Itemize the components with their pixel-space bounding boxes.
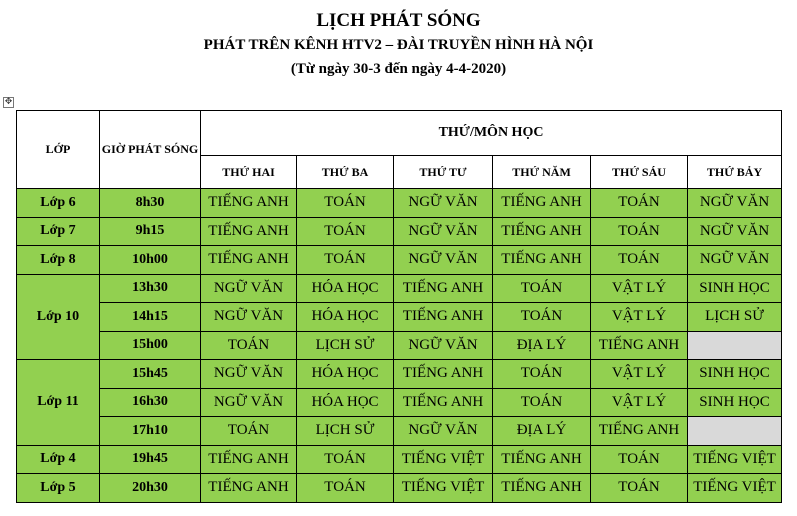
subject-cell: TIẾNG ANH: [591, 331, 688, 360]
subject-cell: NGỮ VĂN: [688, 246, 782, 275]
subject-cell: TIẾNG VIỆT: [394, 474, 493, 503]
subject-cell: TIẾNG ANH: [394, 303, 493, 332]
subject-cell: TIẾNG VIỆT: [688, 474, 782, 503]
subject-cell: NGỮ VĂN: [688, 189, 782, 218]
empty-cell: [688, 331, 782, 360]
subject-cell: TIẾNG VIỆT: [688, 445, 782, 474]
subject-cell: TOÁN: [493, 274, 591, 303]
table-row: [17, 417, 782, 446]
subject-cell: TIẾNG ANH: [493, 445, 591, 474]
subject-cell: TIẾNG ANH: [591, 417, 688, 446]
subject-cell: VẬT LÝ: [591, 303, 688, 332]
subject-cell: TIẾNG ANH: [493, 246, 591, 275]
header-class: LỚP: [17, 111, 100, 189]
table-row: [17, 246, 782, 275]
class-cell: Lớp 8: [17, 246, 100, 275]
schedule-body: [17, 189, 782, 503]
header-time: GIỜ PHÁT SÓNG: [100, 111, 201, 189]
table-row: [17, 331, 782, 360]
table-row: [17, 274, 782, 303]
subject-cell: TOÁN: [201, 417, 297, 446]
subject-cell: TOÁN: [591, 246, 688, 275]
date-range: (Từ ngày 30-3 đến ngày 4-4-2020): [290, 61, 507, 77]
subject-cell: TOÁN: [493, 303, 591, 332]
class-cell: Lớp 4: [17, 445, 100, 474]
class-cell: Lớp 5: [17, 474, 100, 503]
subject-cell: ĐỊA LÝ: [493, 331, 591, 360]
table-row: [17, 474, 782, 503]
subject-cell: TIẾNG ANH: [493, 217, 591, 246]
subject-cell: SINH HỌC: [688, 360, 782, 389]
subject-cell: TOÁN: [591, 445, 688, 474]
subject-cell: NGỮ VĂN: [394, 189, 493, 218]
subject-cell: TOÁN: [591, 474, 688, 503]
subject-cell: SINH HỌC: [688, 274, 782, 303]
subject-cell: LỊCH SỬ: [688, 303, 782, 332]
subject-cell: TIẾNG ANH: [394, 388, 493, 417]
subject-cell: TIẾNG ANH: [394, 274, 493, 303]
subject-cell: HÓA HỌC: [297, 303, 394, 332]
page-subtitle: PHÁT TRÊN KÊNH HTV2 – ĐÀI TRUYỀN HÌNH HÀ NỘI: [203, 37, 594, 53]
subject-cell: HÓA HỌC: [297, 388, 394, 417]
subject-cell: VẬT LÝ: [591, 388, 688, 417]
class-cell: Lớp 7: [17, 217, 100, 246]
subject-cell: NGỮ VĂN: [688, 217, 782, 246]
header-day: THỨ TƯ: [394, 156, 493, 189]
table-row: [17, 303, 782, 332]
subject-cell: TIẾNG VIỆT: [394, 445, 493, 474]
subject-cell: TOÁN: [297, 217, 394, 246]
table-move-handle-icon[interactable]: ✥: [4, 97, 13, 107]
schedule-table: [16, 110, 782, 503]
subject-cell: NGỮ VĂN: [394, 417, 493, 446]
subject-cell: NGỮ VĂN: [394, 246, 493, 275]
subject-cell: TIẾNG ANH: [201, 217, 297, 246]
subject-cell: HÓA HỌC: [297, 274, 394, 303]
subject-cell: HÓA HỌC: [297, 360, 394, 389]
subject-cell: NGỮ VĂN: [201, 360, 297, 389]
table-row: [17, 217, 782, 246]
subject-cell: TOÁN: [297, 189, 394, 218]
header-subjects: THỨ/MÔN HỌC: [201, 111, 782, 156]
time-cell: 17h10: [100, 417, 201, 446]
class-cell: Lớp 11: [17, 360, 100, 446]
time-cell: 10h00: [100, 246, 201, 275]
subject-cell: TIẾNG ANH: [201, 445, 297, 474]
time-cell: 15h45: [100, 360, 201, 389]
subject-cell: TIẾNG ANH: [493, 474, 591, 503]
header-day: THỨ BA: [297, 156, 394, 189]
time-cell: 19h45: [100, 445, 201, 474]
subject-cell: NGỮ VĂN: [394, 217, 493, 246]
subject-cell: ĐỊA LÝ: [493, 417, 591, 446]
subject-cell: TIẾNG ANH: [201, 474, 297, 503]
time-cell: 13h30: [100, 274, 201, 303]
table-row: [17, 189, 782, 218]
subject-cell: VẬT LÝ: [591, 360, 688, 389]
subject-cell: LỊCH SỬ: [297, 331, 394, 360]
subject-cell: NGỮ VĂN: [201, 303, 297, 332]
time-cell: 15h00: [100, 331, 201, 360]
subject-cell: TOÁN: [493, 360, 591, 389]
subject-cell: SINH HỌC: [688, 388, 782, 417]
time-cell: 20h30: [100, 474, 201, 503]
subject-cell: TOÁN: [297, 246, 394, 275]
time-cell: 8h30: [100, 189, 201, 218]
header-day: THỨ HAI: [201, 156, 297, 189]
header-day: THỨ BẢY: [688, 156, 782, 189]
time-cell: 9h15: [100, 217, 201, 246]
subject-cell: NGỮ VĂN: [201, 274, 297, 303]
table-row: [17, 445, 782, 474]
subject-cell: TOÁN: [297, 445, 394, 474]
subject-cell: TIẾNG ANH: [201, 189, 297, 218]
subject-cell: NGỮ VĂN: [201, 388, 297, 417]
subject-cell: TOÁN: [493, 388, 591, 417]
table-row: [17, 360, 782, 389]
table-row: [17, 388, 782, 417]
time-cell: 14h15: [100, 303, 201, 332]
subject-cell: TIẾNG ANH: [493, 189, 591, 218]
subject-cell: TIẾNG ANH: [201, 246, 297, 275]
subject-cell: TOÁN: [591, 189, 688, 218]
subject-cell: TIẾNG ANH: [394, 360, 493, 389]
class-cell: Lớp 6: [17, 189, 100, 218]
subject-cell: TOÁN: [297, 474, 394, 503]
class-cell: Lớp 10: [17, 274, 100, 360]
header-day: THỨ SÁU: [591, 156, 688, 189]
page-title: LỊCH PHÁT SÓNG: [316, 10, 481, 31]
subject-cell: NGỮ VĂN: [394, 331, 493, 360]
header-day: THỨ NĂM: [493, 156, 591, 189]
time-cell: 16h30: [100, 388, 201, 417]
subject-cell: LỊCH SỬ: [297, 417, 394, 446]
empty-cell: [688, 417, 782, 446]
subject-cell: VẬT LÝ: [591, 274, 688, 303]
subject-cell: TOÁN: [201, 331, 297, 360]
subject-cell: TOÁN: [591, 217, 688, 246]
